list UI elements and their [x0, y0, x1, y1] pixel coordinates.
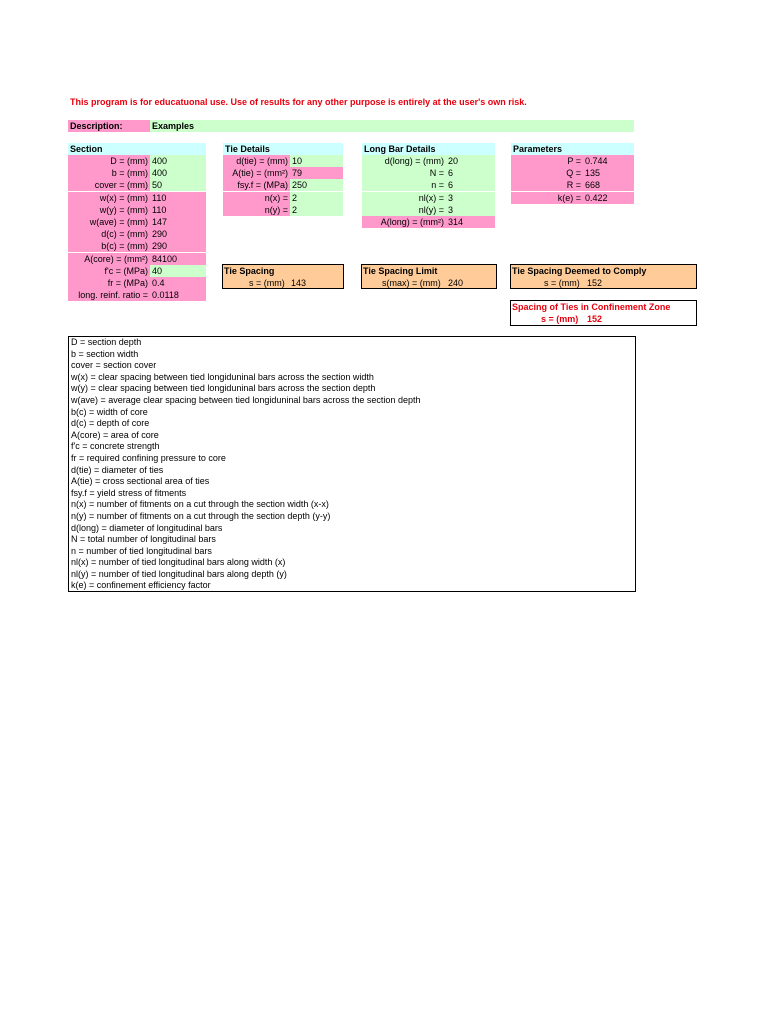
section-row-label: f'c = (MPa): [68, 265, 150, 277]
legend-line: nl(x) = number of tied longitudinal bars along width (x): [71, 557, 286, 568]
tie-row-value[interactable]: 250: [290, 179, 343, 191]
section-header: Section: [68, 143, 206, 155]
legend-line: n = number of tied longitudinal bars: [71, 545, 212, 556]
legend-line: w(y) = clear spacing between tied longiduninal bars across the section depth: [71, 383, 376, 394]
section-row-label: b(c) = (mm): [68, 240, 150, 252]
legend-line: N = total number of longitudinal bars: [71, 534, 216, 545]
parameter-row-label: Q =: [511, 167, 583, 179]
section-row-label: w(x) = (mm): [68, 192, 150, 204]
legend-line: n(y) = number of fitments on a cut through the section depth (y-y): [71, 510, 331, 521]
description-value[interactable]: Examples: [150, 120, 634, 132]
legend-line: b(c) = width of core: [71, 406, 148, 417]
section-row-label: d(c) = (mm): [68, 228, 150, 240]
parameter-row-value: 135: [583, 167, 634, 179]
tie-spacing-limit-value: 240: [448, 278, 464, 288]
section-row-label: cover = (mm): [68, 179, 150, 191]
parameter-row-value: 668: [583, 179, 634, 191]
tie-spacing-deemed-title: Tie Spacing Deemed to Comply: [512, 266, 647, 276]
tie-spacing-limit-label: s(max) = (mm): [382, 278, 441, 288]
long-bar-row-label: nl(x) =: [362, 192, 446, 204]
section-row-value: 84100: [150, 253, 206, 265]
parameter-row-label: k(e) =: [511, 192, 583, 204]
section-row-label: w(ave) = (mm): [68, 216, 150, 228]
tie-spacing-deemed-value: 152: [587, 278, 603, 288]
legend-line: D = section depth: [71, 337, 142, 347]
long-bar-row-value[interactable]: 20: [446, 155, 495, 167]
tie-spacing-value: 143: [291, 278, 307, 288]
disclaimer-text: This program is for educatuonal use. Use of results for any other purpose is entirely at the user's own risk.: [70, 97, 527, 107]
tie-row-label: fsy.f = (MPa): [223, 179, 290, 191]
long-bar-row-label: N =: [362, 167, 446, 179]
section-row-value: 110: [150, 204, 206, 216]
section-row-value[interactable]: 40: [150, 265, 206, 277]
tie-spacing-label: s = (mm): [249, 278, 285, 288]
tie-spacing-box: [222, 264, 344, 289]
confinement-zone-value: 152: [587, 314, 603, 324]
legend-line: d(long) = diameter of longitudinal bars: [71, 522, 223, 533]
parameter-row-label: R =: [511, 179, 583, 191]
long-bar-row-label: d(long) = (mm): [362, 155, 446, 167]
legend-line: cover = section cover: [71, 360, 157, 371]
tie-row-value: 79: [290, 167, 343, 179]
section-row-label: b = (mm): [68, 167, 150, 179]
legend-line: fr = required confining pressure to core: [71, 452, 226, 463]
section-row-label: w(y) = (mm): [68, 204, 150, 216]
long-bar-details-header: Long Bar Details: [362, 143, 495, 155]
section-row-value[interactable]: 400: [150, 167, 206, 179]
long-bar-row-value[interactable]: 3: [446, 192, 495, 204]
long-bar-row-value[interactable]: 6: [446, 167, 495, 179]
legend-line: k(e) = confinement efficiency factor: [71, 580, 211, 591]
legend-line: A(tie) = cross sectional area of ties: [71, 476, 210, 487]
section-row-label: D = (mm): [68, 155, 150, 167]
tie-spacing-deemed-box: [510, 264, 697, 289]
tie-row-value[interactable]: 2: [290, 204, 343, 216]
section-row-value: 0.0118: [150, 289, 206, 301]
tie-details-header: Tie Details: [223, 143, 343, 155]
tie-row-label: n(y) =: [223, 204, 290, 216]
parameter-row-value: 0.744: [583, 155, 634, 167]
section-row-value[interactable]: 400: [150, 155, 206, 167]
description-label: Description:: [68, 120, 150, 132]
confinement-zone-label: s = (mm): [541, 314, 579, 324]
long-bar-row-label: n =: [362, 179, 446, 191]
section-row-value[interactable]: 50: [150, 179, 206, 191]
legend-line: b = section width: [71, 348, 139, 359]
legend-line: fsy.f = yield stress of fitments: [71, 487, 187, 498]
tie-spacing-deemed-label: s = (mm): [544, 278, 580, 288]
tie-row-label: d(tie) = (mm): [223, 155, 290, 167]
section-row-label: fr = (MPa): [68, 277, 150, 289]
notation-legend: [68, 336, 636, 592]
parameters-header: Parameters: [511, 143, 634, 155]
legend-line: f'c = concrete strength: [71, 441, 160, 452]
section-row-value: 147: [150, 216, 206, 228]
section-row-value: 0.4: [150, 277, 206, 289]
tie-spacing-limit-title: Tie Spacing Limit: [363, 266, 438, 276]
confinement-zone-title: Spacing of Ties in Confinement Zone: [512, 302, 671, 312]
section-row-value: 290: [150, 228, 206, 240]
legend-line: d(c) = depth of core: [71, 418, 150, 429]
tie-spacing-limit-box: [361, 264, 497, 289]
section-row-value: 110: [150, 192, 206, 204]
tie-row-value[interactable]: 2: [290, 192, 343, 204]
tie-row-label: A(tie) = (mm²): [223, 167, 290, 179]
long-bar-row-value: 314: [446, 216, 495, 228]
legend-line: d(tie) = diameter of ties: [71, 464, 164, 475]
tie-row-label: n(x) =: [223, 192, 290, 204]
long-bar-row-label: nl(y) =: [362, 204, 446, 216]
long-bar-row-value[interactable]: 3: [446, 204, 495, 216]
legend-line: A(core) = area of core: [71, 429, 159, 440]
confinement-zone-box: [510, 300, 697, 326]
parameter-row-value: 0.422: [583, 192, 634, 204]
section-row-label: A(core) = (mm²): [68, 253, 150, 265]
legend-line: w(x) = clear spacing between tied longiduninal bars across the section width: [71, 371, 374, 382]
tie-row-value[interactable]: 10: [290, 155, 343, 167]
long-bar-row-value[interactable]: 6: [446, 179, 495, 191]
legend-line: w(ave) = average clear spacing between tied longiduninal bars across the section depth: [71, 394, 421, 405]
legend-line: nl(y) = number of tied longitudinal bars along depth (y): [71, 568, 287, 579]
section-row-value: 290: [150, 240, 206, 252]
long-bar-row-label: A(long) = (mm²): [362, 216, 446, 228]
parameter-row-label: P =: [511, 155, 583, 167]
section-row-label: long. reinf. ratio =: [68, 289, 150, 301]
tie-spacing-title: Tie Spacing: [224, 266, 275, 276]
legend-line: n(x) = number of fitments on a cut through the section width (x-x): [71, 499, 329, 510]
